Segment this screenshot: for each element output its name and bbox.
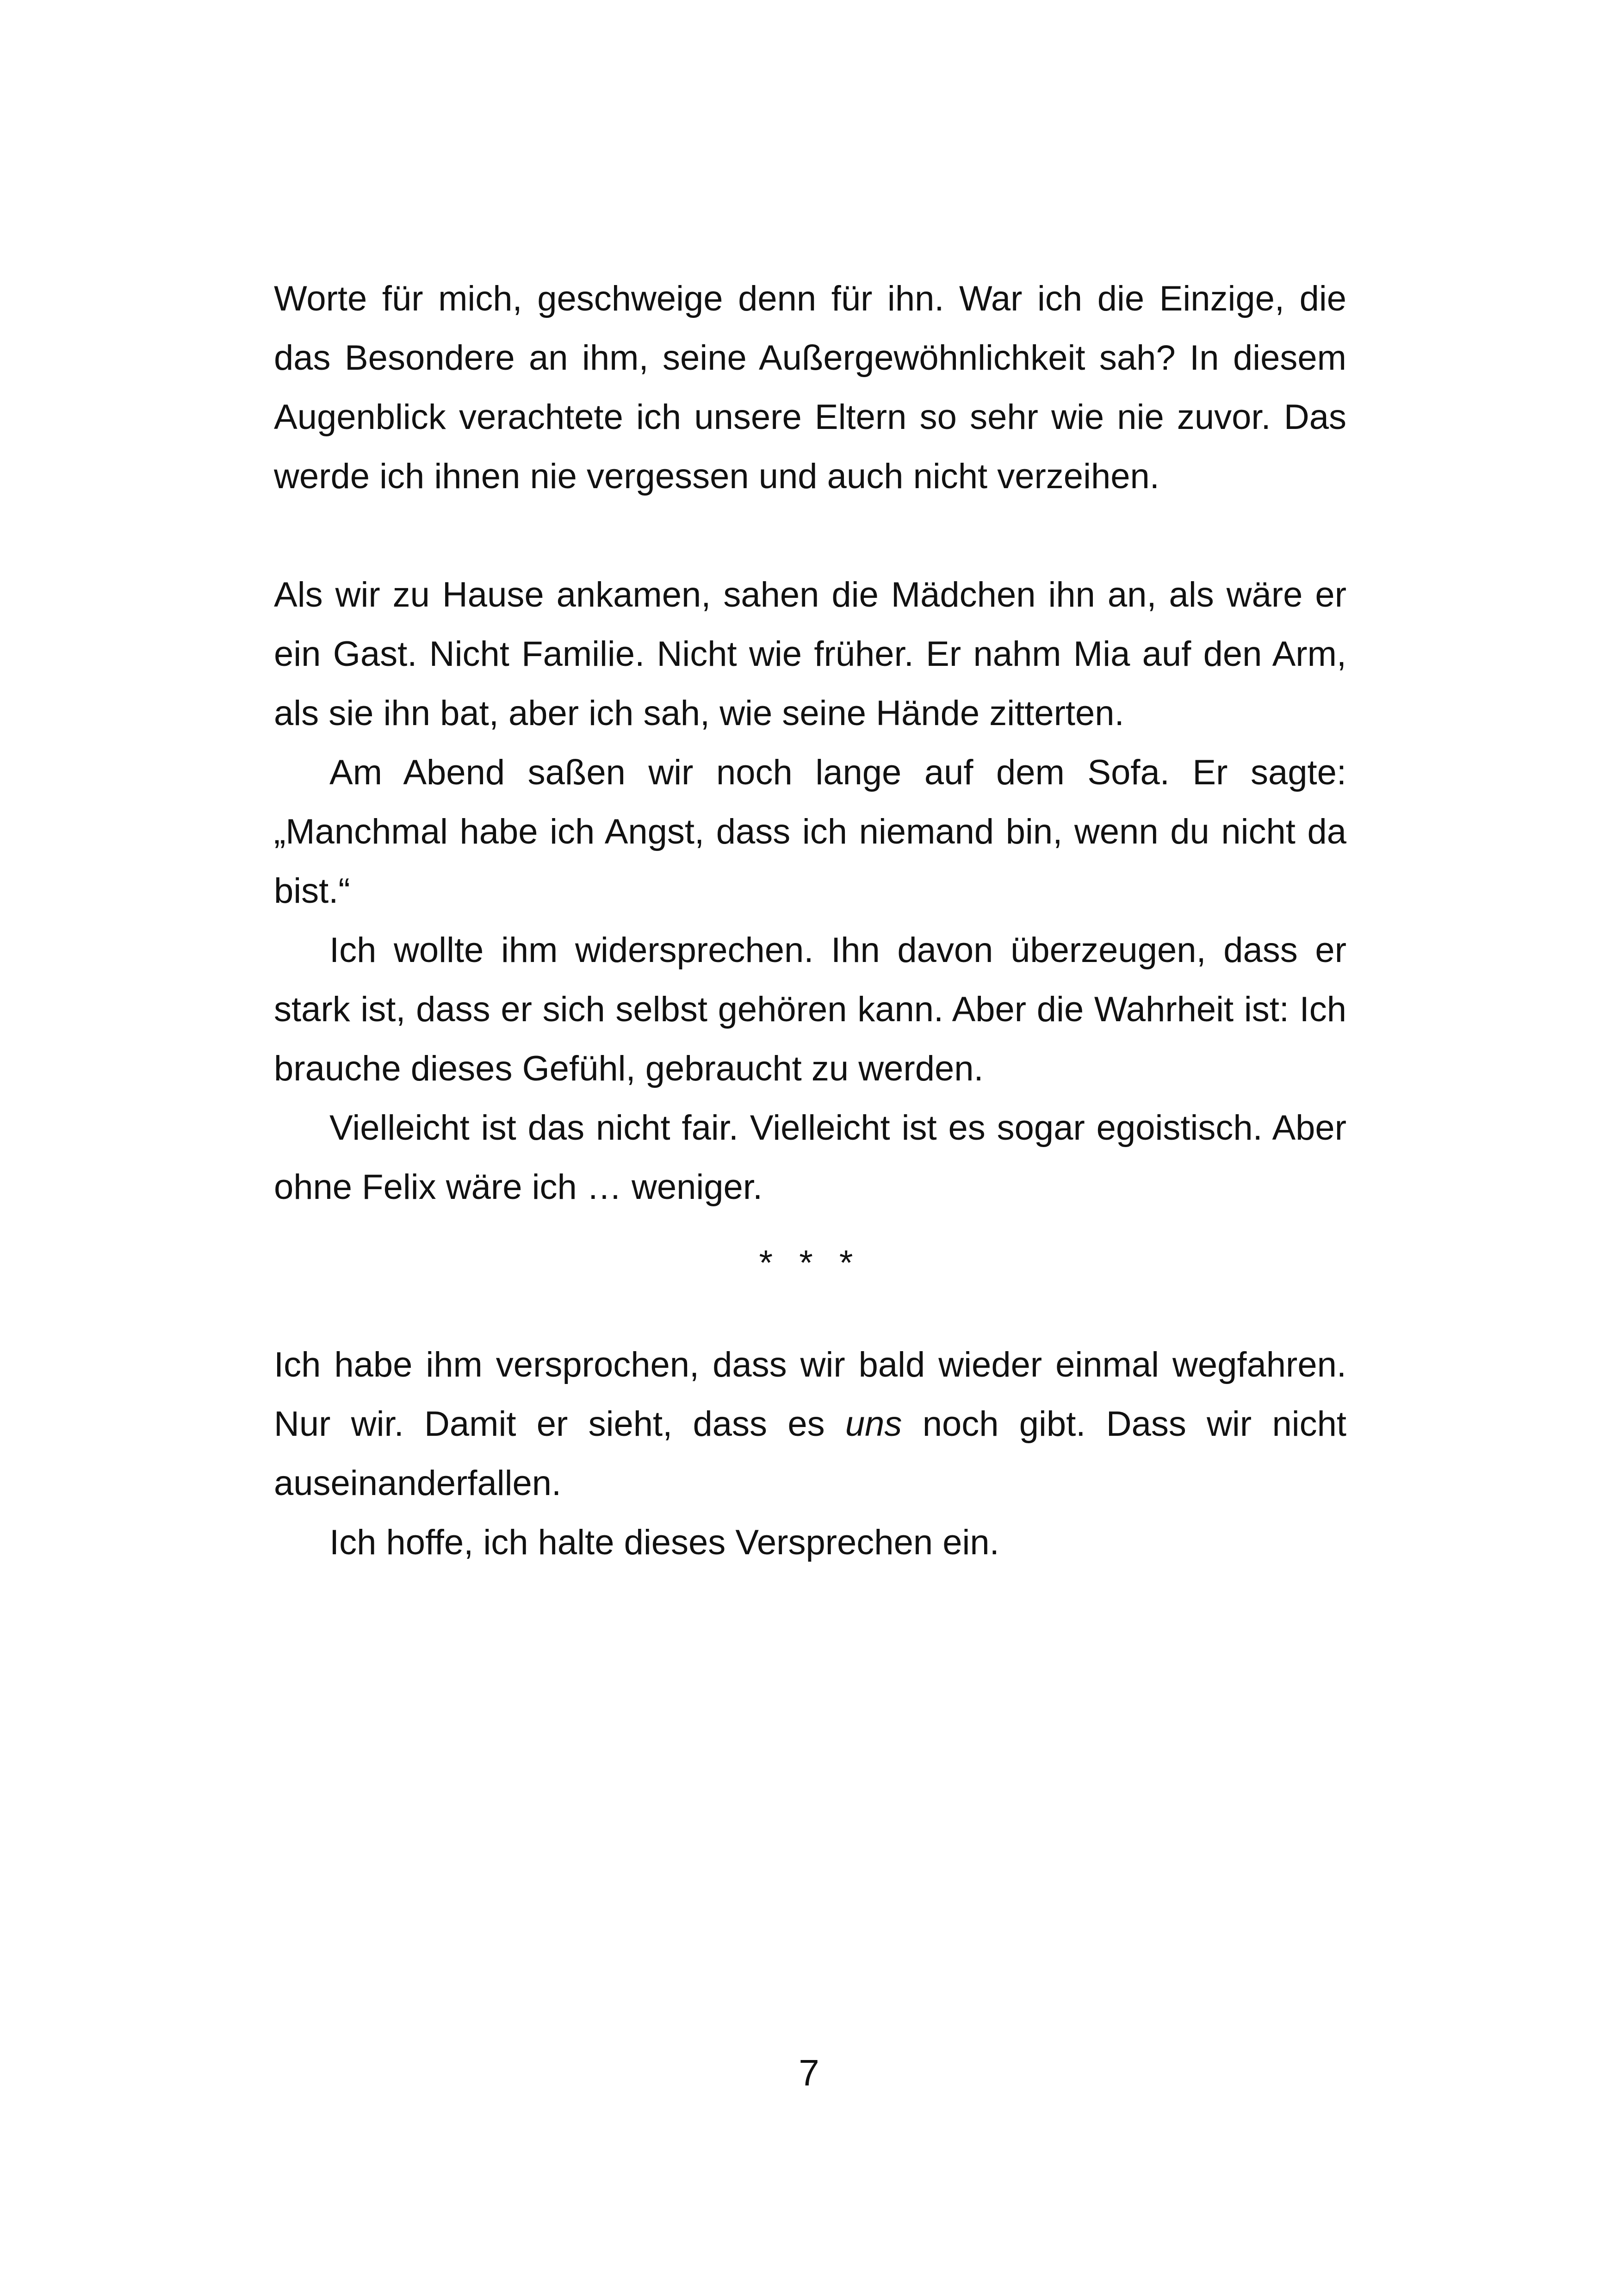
paragraph-text: Ich habe ihm versprochen, dass wir bald wieder einmal wegfahren. Nur wir. Damit er sieht, dass es — [274, 1345, 1346, 1444]
separator-asterisks: * * * — [759, 1243, 862, 1283]
paragraph: Vielleicht ist das nicht fair. Vielleicht ist es sogar egoistisch. Aber ohne Felix wäre ich … weniger. — [274, 1108, 1346, 1207]
paragraph: Worte für mich, geschweige denn für ihn. War ich die Einzige, die das Besondere an ihm, seine Außergewöhnlichkeit sah? In diesem Augenblick verachtete ich unsere Eltern so sehr wie nie zuvor. Das werde ich ihnen nie vergessen und auch nicht verzeihen. — [274, 279, 1346, 496]
paragraph: Ich hoffe, ich halte dieses Versprechen ein. — [329, 1523, 999, 1562]
paragraph — [274, 1335, 1346, 1513]
paragraph-gap — [274, 506, 1346, 565]
body-text — [274, 269, 1346, 1572]
page-number: 7 — [799, 2052, 819, 2093]
paragraph: Ich wollte ihm widersprechen. Ihn davon überzeugen, dass er stark ist, dass er sich selbst gehören kann. Aber die Wahrheit ist: Ich brauche dieses Gefühl, gebraucht zu werden. — [274, 931, 1346, 1088]
paragraph-text: noch gibt. Dass wir nicht auseinanderfallen. — [274, 1404, 1347, 1503]
paragraph: Als wir zu Hause ankamen, sahen die Mädchen ihn an, als wäre er ein Gast. Nicht Familie. Nicht wie früher. Er nahm Mia auf den Arm, als sie ihn bat, aber ich sah, wie seine Hände zitterten. — [274, 575, 1346, 733]
emphasized-word: uns — [845, 1404, 902, 1444]
section-separator — [274, 1217, 1346, 1335]
paragraph: Am Abend saßen wir noch lange auf dem Sofa. Er sagte: „Manchmal habe ich Angst, dass ich niemand bin, wenn du nicht da bist.“ — [274, 753, 1346, 911]
